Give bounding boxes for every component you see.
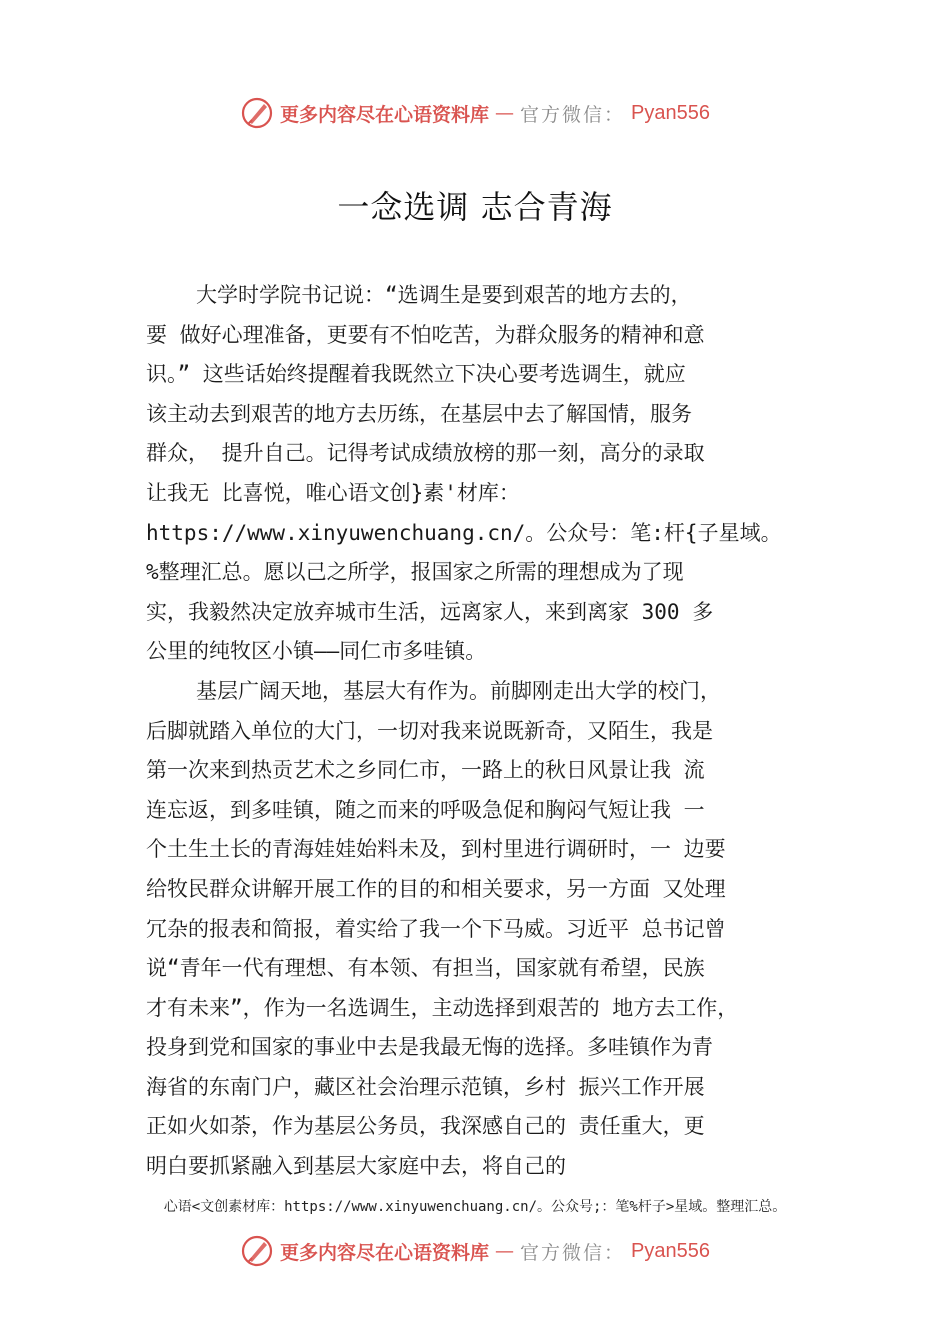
banner-wechat-id: Pyan556 — [631, 101, 710, 124]
quill-logo-icon — [240, 1234, 274, 1268]
text-line: 第一次来到热贡艺术之乡同仁市，一路上的秋日风景让我 流 — [146, 758, 705, 783]
banner-wechat-id: Pyan556 — [631, 1239, 710, 1262]
text-line: 实，我毅然决定放弃城市生活，远离家人，来到离家 300 多 — [146, 599, 714, 624]
text-line: 正如火如荼，作为基层公务员，我深感自己的 责任重大，更 — [146, 1114, 705, 1139]
text-line: 群众， 提升自己。记得考试成绩放榜的那一刻，高分的录取 — [146, 441, 705, 466]
text-line: 基层广阔天地，基层大有作为。前脚刚走出大学的校门， — [196, 678, 721, 703]
banner-dash: — — [495, 102, 515, 124]
page-title: 一念选调 志合青海 — [337, 188, 613, 226]
quill-logo-icon — [240, 96, 274, 130]
text-line: 海省的东南门户，藏区社会治理示范镇，乡村 振兴工作开展 — [146, 1074, 705, 1099]
banner-text: 更多内容尽在心语资料库 — [280, 103, 490, 126]
text-line: 说“青年一代有理想、有本领、有担当，国家就有希望，民族 — [146, 956, 705, 981]
banner-dash: — — [495, 1240, 515, 1262]
text-line: %整理汇总。愿以己之所学，报国家之所需的理想成为了现 — [146, 560, 684, 585]
text-line: 给牧民群众讲解开展工作的目的和相关要求，另一方面 又处理 — [146, 876, 726, 901]
text-line: 后脚就踏入单位的大门，一切对我来说既新奇，又陌生，我是 — [146, 718, 713, 743]
banner-text: 更多内容尽在心语资料库 — [280, 1241, 490, 1264]
header-banner — [0, 96, 950, 130]
text-line: 个土生土长的青海娃娃始料未及，到村里进行调研时，一 边要 — [146, 837, 726, 862]
text-line: 大学时学院书记说：“选调生是要到艰苦的地方去的， — [196, 283, 692, 307]
article-body — [146, 276, 836, 1187]
banner-wechat-label: 官方微信： — [520, 1241, 626, 1264]
text-line: 连忘返，到多哇镇，随之而来的呼吸急促和胸闷气短让我 一 — [146, 797, 705, 822]
text-line: 明白要抓紧融入到基层大家庭中去，将自己的 — [146, 1154, 566, 1179]
footer-banner — [0, 1234, 950, 1268]
text-line: 投身到党和国家的事业中去是我最无悔的选择。多哇镇作为青 — [146, 1035, 713, 1060]
text-line: https://www.xinyuwenchuang.cn/。公众号：笔:杆{子星域。 — [146, 520, 782, 545]
footer-note: 心语<文创素材库：https://www.xinyuwenchuang.cn/。公众号;：笔%杆子>星域。整理汇总。 — [163, 1199, 787, 1215]
text-line: 让我无 比喜悦，唯心语文创}素'材库： — [146, 480, 520, 505]
text-line: 该主动去到艰苦的地方去历练，在基层中去了解国情，服务 — [146, 401, 692, 426]
text-line: 要 做好心理准备，更要有不怕吃苦，为群众服务的精神和意 — [146, 322, 705, 347]
text-line: 识。” 这些话始终提醒着我既然立下决心要考选调生，就应 — [146, 362, 686, 387]
banner-wechat-label: 官方微信： — [520, 103, 626, 126]
text-line: 才有未来”，作为一名选调生，主动选择到艰苦的 地方去工作， — [146, 995, 739, 1020]
text-line: 冗杂的报表和简报，着实给了我一个下马威。习近平 总书记曾 — [146, 916, 726, 941]
text-line: 公里的纯牧区小镇——同仁市多哇镇。 — [146, 639, 487, 664]
